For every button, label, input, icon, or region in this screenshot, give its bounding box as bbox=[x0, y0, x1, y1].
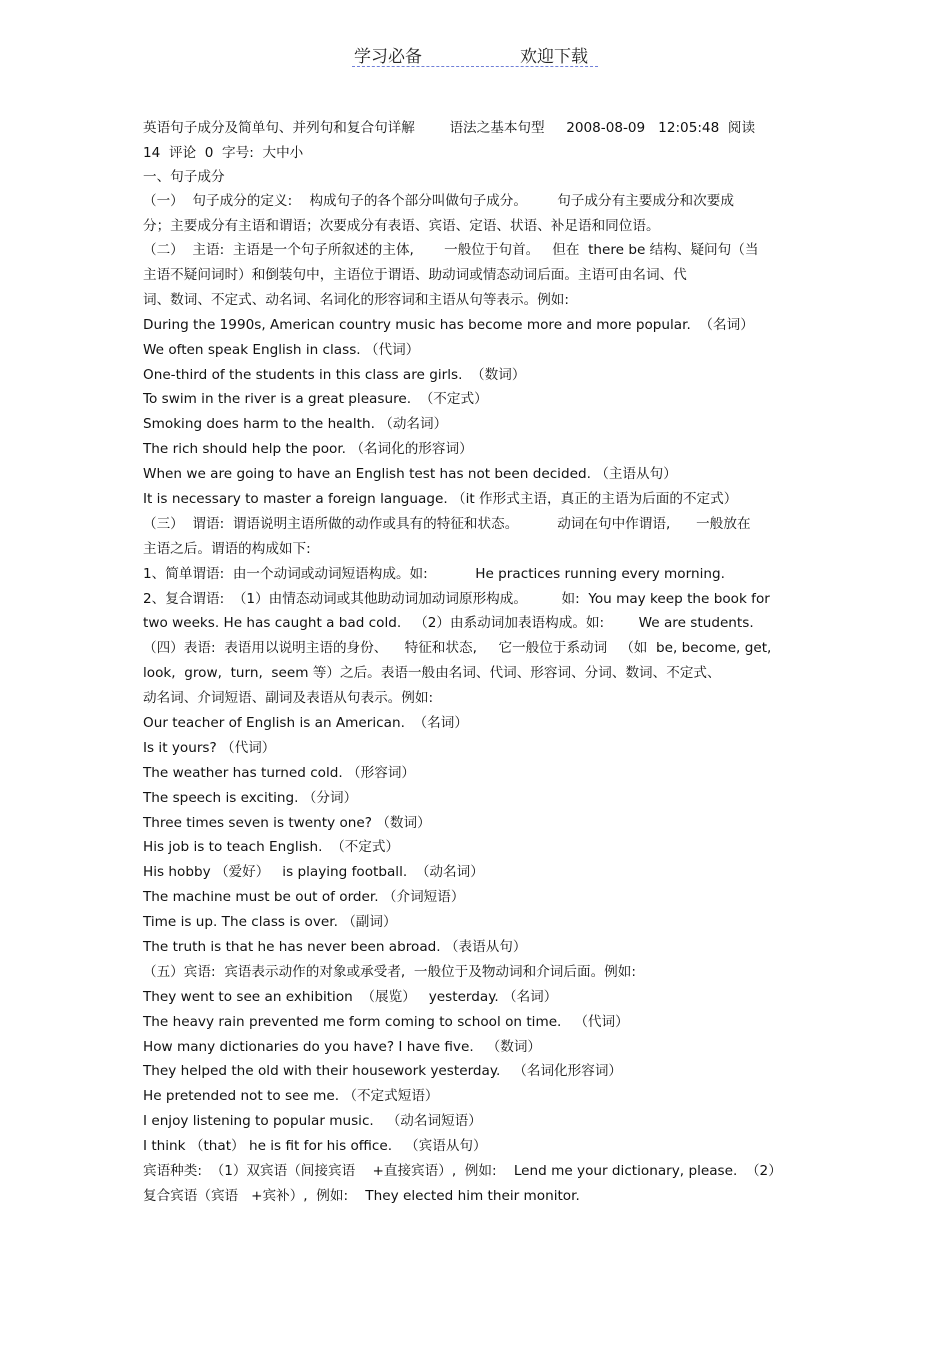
example-line: How many dictionaries do you have? I have five. （数词） bbox=[143, 1038, 542, 1055]
paragraph-line: two weeks. He has caught a bad cold. （2）由系动词加表语构成。如: We are students. bbox=[143, 615, 754, 632]
example-line: To swim in the river is a great pleasure. （不定式） bbox=[143, 391, 488, 408]
paragraph-line: （二） 主语: 主语是一个句子所叙述的主体, 一般位于句首。 但在 there be 结构、疑问句（当 bbox=[143, 242, 759, 259]
example-line: His job is to teach English. （不定式） bbox=[143, 839, 400, 856]
paragraph-line: （四）表语: 表语用以说明主语的身份、 特征和状态, 它一般位于系动词 （如 be, become, get, bbox=[143, 640, 772, 657]
paragraph-line: （五）宾语: 宾语表示动作的对象或承受者, 一般位于及物动词和介词后面。例如: bbox=[143, 963, 636, 980]
example-line: He pretended not to see me. （不定式短语） bbox=[143, 1088, 439, 1105]
paragraph-line: （三） 谓语: 谓语说明主语所做的动作或具有的特征和状态。 动词在句中作谓语, 一般放在 bbox=[143, 515, 751, 532]
example-line: The speech is exciting. （分词） bbox=[143, 789, 358, 806]
example-line: When we are going to have an English test has not been decided. （主语从句） bbox=[143, 466, 677, 483]
example-line: They went to see an exhibition （展览） yesterday. （名词） bbox=[143, 988, 558, 1005]
example-line: His hobby （爱好） is playing football. （动名词） bbox=[143, 864, 484, 881]
document-body bbox=[143, 116, 813, 1209]
example-line: The rich should help the poor. （名词化的形容词） bbox=[143, 441, 473, 458]
example-line: Smoking does harm to the health. （动名词） bbox=[143, 416, 448, 433]
example-line: Our teacher of English is an American. （名词） bbox=[143, 715, 468, 731]
example-line: It is necessary to master a foreign language. （it 作形式主语，真正的主语为后面的不定式） bbox=[143, 490, 738, 507]
paragraph-line: look, grow, turn, seem 等）之后。表语一般由名词、代词、形容词、分词、数词、不定式、 bbox=[143, 665, 721, 682]
page-header bbox=[352, 40, 598, 67]
meta-line: 14 评论 0 字号: 大中小 bbox=[143, 144, 304, 161]
paragraph-line: 分；主要成分有主语和谓语；次要成分有表语、宾语、定语、状语、补足语和同位语。 bbox=[143, 217, 660, 234]
section-heading: 一、句子成分 bbox=[143, 169, 225, 186]
paragraph-line: 动名词、介词短语、副词及表语从句表示。例如: bbox=[143, 690, 434, 707]
example-line: Three times seven is twenty one? （数词） bbox=[143, 814, 431, 831]
example-line: The heavy rain prevented me form coming to school on time. （代词） bbox=[143, 1013, 629, 1030]
paragraph-line: 主语之后。谓语的构成如下: bbox=[143, 540, 311, 557]
header-right-text: 欢迎下载 bbox=[520, 47, 588, 67]
example-line: I enjoy listening to popular music. （动名词短语） bbox=[143, 1113, 482, 1130]
paragraph-line: 宾语种类: （1）双宾语（间接宾语 +直接宾语）, 例如: Lend me your dictionary, please. （2） bbox=[143, 1163, 782, 1180]
paragraph-line: （一） 句子成分的定义: 构成句子的各个部分叫做句子成分。 句子成分有主要成分和次要成 bbox=[143, 193, 734, 210]
example-line: Is it yours? （代词） bbox=[143, 739, 276, 756]
example-line: During the 1990s, American country music has become more and more popular. （名词） bbox=[143, 316, 754, 333]
example-line: Time is up. The class is over. （副词） bbox=[143, 914, 397, 931]
example-line: We often speak English in class. （代词） bbox=[143, 341, 420, 358]
example-line: The weather has turned cold. （形容词） bbox=[143, 764, 416, 781]
example-line: I think （that） he is fit for his office. （宾语从句） bbox=[143, 1138, 487, 1155]
example-line: One-third of the students in this class are girls. （数词） bbox=[143, 366, 526, 383]
paragraph-line: 1、简单谓语: 由一个动词或动词短语构成。如: He practices running every morning. bbox=[143, 565, 725, 582]
example-line: They helped the old with their housework yesterday. （名词化形容词） bbox=[143, 1063, 623, 1080]
example-line: The machine must be out of order. （介词短语） bbox=[143, 889, 465, 906]
paragraph-line: 主语不疑问词时）和倒装句中，主语位于谓语、助动词或情态动词后面。主语可由名词、代 bbox=[143, 266, 687, 283]
header-left-text: 学习必备 bbox=[354, 47, 422, 67]
title-line: 英语句子成分及简单句、并列句和复合句详解 语法之基本句型 2008-08-09 12:05:48 阅读 bbox=[143, 120, 756, 136]
paragraph-line: 2、复合谓语: （1）由情态动词或其他助动词加动词原形构成。 如: You may keep the book for bbox=[143, 590, 770, 607]
example-line: The truth is that he has never been abroad. （表语从句） bbox=[143, 939, 527, 956]
paragraph-line: 复合宾语（宾语 +宾补）, 例如: They elected him their monitor. bbox=[143, 1187, 580, 1204]
paragraph-line: 词、数词、不定式、动名词、名词化的形容词和主语从句等表示。例如: bbox=[143, 291, 569, 308]
